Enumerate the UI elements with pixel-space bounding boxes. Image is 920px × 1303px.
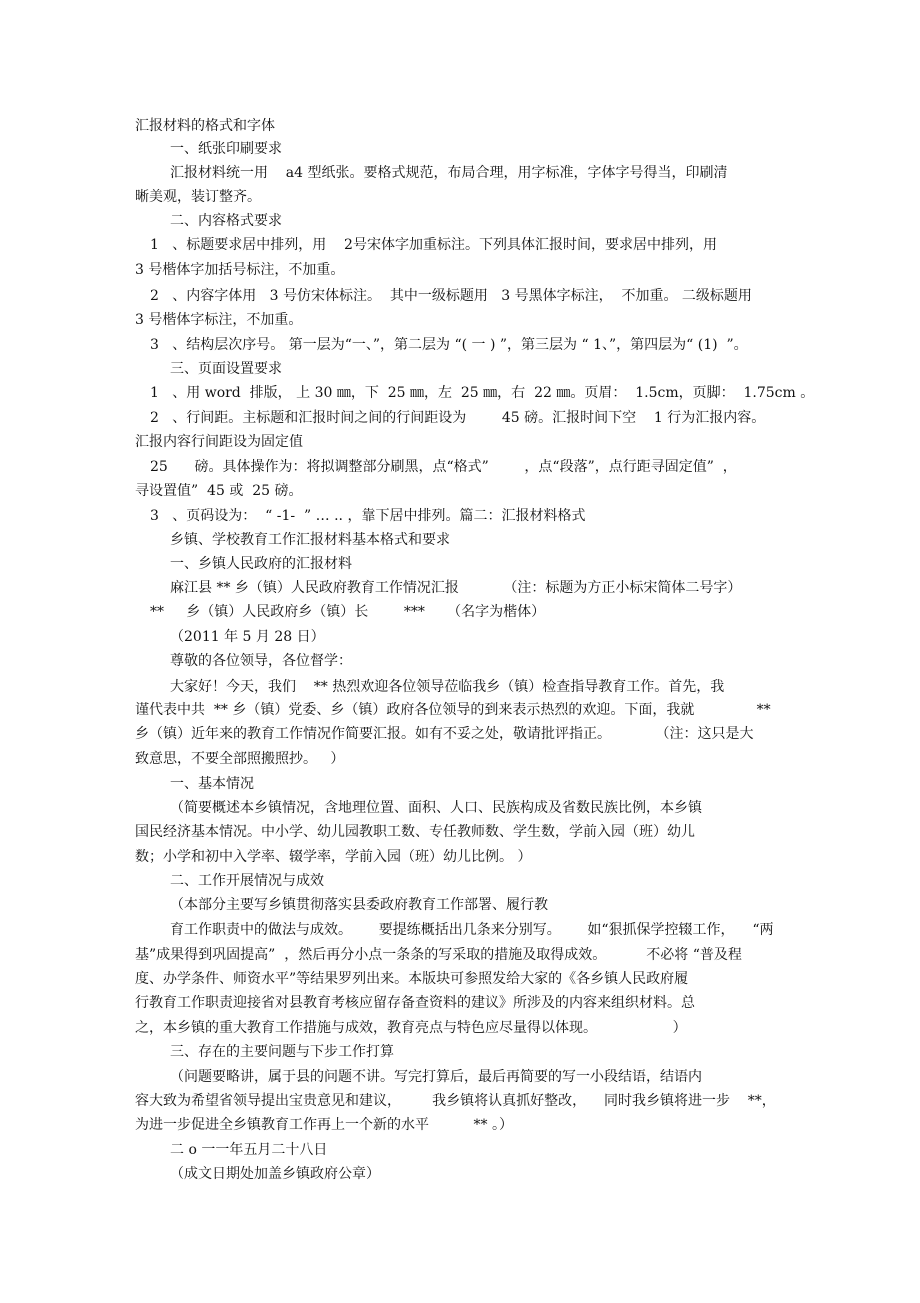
section-heading: 乡镇、学校教育工作汇报材料基本格式和要求 (170, 532, 450, 548)
paragraph-line: （简要概述本乡镇情况，含地理位置、面积、人口、民族构成及省数民族比例，本乡镇 (170, 800, 702, 816)
paragraph-line: 数；小学和初中入学率、辍学率，学前入园（班）幼儿比例。 ） (135, 849, 532, 865)
paragraph-line: 寻设置值” 45 或 25 磅。 (135, 483, 303, 499)
paragraph-line: 汇报材料统一用 a4 型纸张。要格式规范，布局合理，用字标准，字体字号得当，印刷清 (170, 165, 728, 181)
paragraph-line: 之，本乡镇的重大教育工作措施与成效，教育亮点与特色应尽量得以体现。 ） (135, 1020, 687, 1036)
paragraph-line: 尊敬的各位领导，各位督学： (170, 653, 352, 669)
paragraph-line: 乡（镇）近年来的教育工作情况作简要汇报。如有不妥之处，敬请批评指正。 （注：这只是大 (135, 726, 754, 742)
paragraph-line: 国民经济基本情况。中小学、幼儿园教职工数、专任教师数、学生数，学前入园（班）幼儿 (135, 824, 695, 840)
paragraph-line: 2 、行间距。主标题和汇报时间之间的行间距设为 45 磅。汇报时间下空 1 行为汇报内容。 (150, 410, 766, 426)
paragraph-line: 3 号楷体字加括号标注，不加重。 (135, 262, 345, 278)
paragraph-line: 基”成果得到巩固提高” ，然后再分小点一条条的写采取的措施及取得成效。 不必将 “普及程 (135, 947, 742, 963)
paragraph-line: 谨代表中共 ** 乡（镇）党委、乡（镇）政府各位领导的到来表示热烈的欢迎。下面，我就 ** (135, 702, 771, 718)
paragraph-line: 容大致为希望省领导提出宝贵意见和建议， 我乡镇将认真抓好整改， 同时我乡镇将进一步 **， (135, 1093, 776, 1109)
paragraph-line: ** 乡（镇）人民政府乡（镇）长 *** （名字为楷体） (150, 604, 546, 620)
paragraph-line: 育工作职责中的做法与成效。 要提练概括出几条来分别写。 如“狠抓保学控辍工作， “两 (170, 922, 774, 938)
paragraph-line: 晰美观，装订整齐。 (135, 189, 261, 205)
paragraph-line: （问题要略讲，属于县的问题不讲。写完打算后，最后再简要的写一小段结语，结语内 (170, 1069, 702, 1085)
paragraph-line: 3 、页码设为： “ -1- ” … .. ，靠下居中排列。篇二：汇报材料格式 (150, 508, 586, 524)
section-heading: 二、工作开展情况与成效 (170, 873, 324, 889)
paragraph-line: 1 、用 word 排版， 上 30 ㎜，下 25 ㎜，左 25 ㎜，右 22 ㎜。页眉： 1.5cm，页脚： 1.75cm 。 (150, 385, 815, 401)
section-heading: 一、乡镇人民政府的汇报材料 (170, 556, 352, 572)
document-date: 二 o 一一年五月二十八日 (170, 1142, 328, 1158)
seal-note: （成文日期处加盖乡镇政府公章） (170, 1166, 380, 1182)
paragraph-line: （本部分主要写乡镇贯彻落实县委政府教育工作部署、履行教 (170, 897, 548, 913)
section-heading: 二、内容格式要求 (170, 213, 282, 229)
paragraph-line: 25 磅。具体操作为：将拟调整部分刷黑，点“格式” ，点“段落”，点行距寻固定值” ， (150, 459, 737, 475)
paragraph-line: 大家好！今天，我们 ** 热烈欢迎各位领导莅临我乡（镇）检查指导教育工作。首先，我 (170, 679, 725, 695)
paragraph-line: 行教育工作职责迎接省对县教育考核应留存备查资料的建议》所涉及的内容来组织材料。总 (135, 995, 695, 1011)
paragraph-line: （2011 年 5 月 28 日） (170, 629, 325, 645)
paragraph-line: 2 、内容字体用 3 号仿宋体标注。 其中一级标题用 3 号黑体字标注， 不加重。 二级标题用 (150, 288, 752, 304)
paragraph-line: 汇报内容行间距设为固定值 (135, 434, 303, 450)
paragraph-line: 致意思，不要全部照搬照抄。 ） (135, 751, 345, 767)
document-title: 汇报材料的格式和字体 (135, 118, 275, 134)
paragraph-line: 麻江县 ** 乡（镇）人民政府教育工作情况汇报 （注：标题为方正小标宋简体二号字） (170, 580, 742, 596)
paragraph-line: 3 号楷体字标注，不加重。 (135, 312, 303, 328)
section-heading: 一、基本情况 (170, 776, 254, 792)
paragraph-line: 为进一步促进全乡镇教育工作再上一个新的水平 ** 。） (135, 1117, 513, 1133)
paragraph-line: 3 、结构层次序号。 第一层为“一、”，第二层为 “( 一 ) ”，第三层为 “ 1、”，第四层为“ (1) ”。 (150, 337, 748, 353)
paragraph-line: 度、办学条件、师资水平”等结果罗列出来。本版块可参照发给大家的《各乡镇人民政府履 (135, 971, 689, 987)
section-heading: 三、页面设置要求 (170, 361, 282, 377)
section-heading: 三、存在的主要问题与下步工作打算 (170, 1044, 394, 1060)
section-heading: 一、纸张印刷要求 (170, 141, 282, 157)
paragraph-line: 1 、标题要求居中排列，用 2号宋体字加重标注。下列具体汇报时间，要求居中排列，用 (150, 237, 717, 253)
